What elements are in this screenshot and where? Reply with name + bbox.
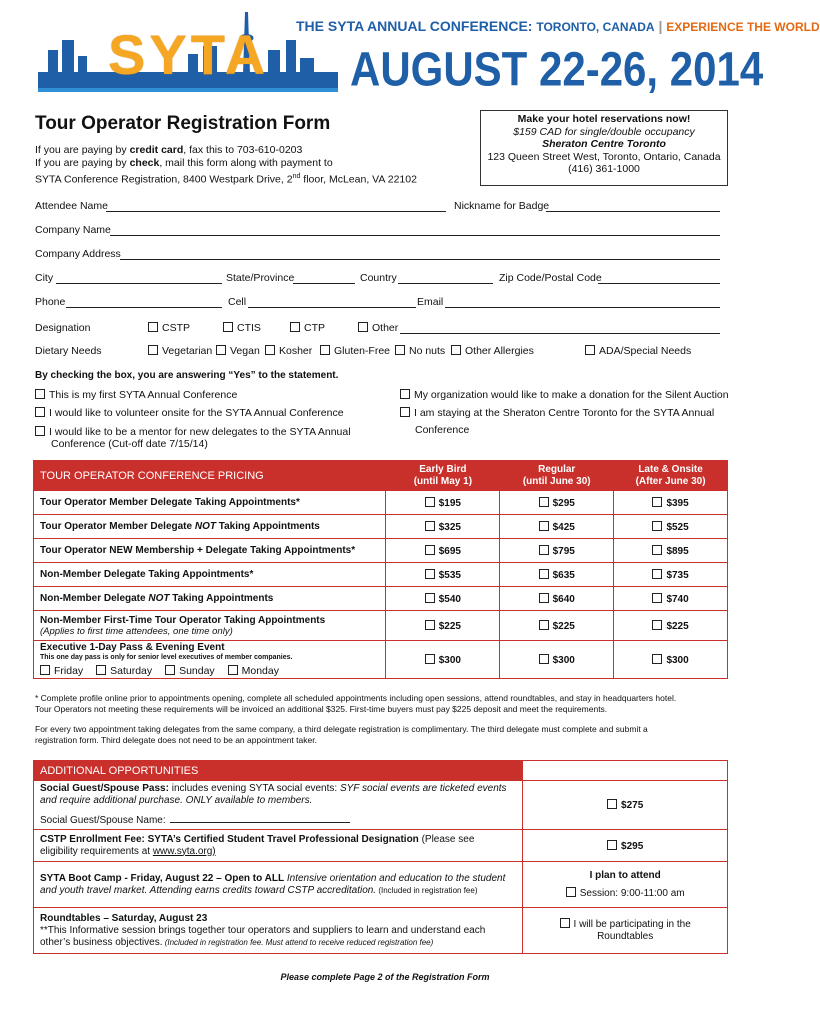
city-label: City xyxy=(35,272,54,284)
phone-field[interactable] xyxy=(66,306,222,308)
sheraton-text-cont: Conference xyxy=(415,424,470,436)
third-delegate-note-2: registration form. Third delegate does not need to be an appointment taker. xyxy=(35,735,317,745)
price-checkbox[interactable]: $695 xyxy=(425,546,461,557)
dietary-vegetarian-checkbox[interactable]: Vegetarian xyxy=(148,345,212,357)
table-row: SYTA Boot Camp - Friday, August 22 – Open to ALL Intensive orientation and education to the student and youth travel market. Attending earns credits toward CSTP accreditation. (Included in registration fee) I plan to attend Session: 9:00-11:00 am xyxy=(34,862,728,908)
check-instructions: If you are paying by check, mail this form along with payment to xyxy=(35,157,333,169)
dietary-other-allergies-checkbox[interactable]: Other Allergies xyxy=(451,345,534,357)
pricing-col-early: Early Bird (until May 1) xyxy=(386,461,500,491)
price-checkbox[interactable]: $795 xyxy=(539,546,575,557)
roundtables-checkbox[interactable]: I will be participating in the xyxy=(560,919,691,930)
day-friday-checkbox[interactable]: Friday xyxy=(40,665,83,677)
hotel-address: 123 Queen Street West, Toronto, Ontario, Canada xyxy=(487,150,721,163)
nickname-field[interactable] xyxy=(546,210,720,212)
cell-field[interactable] xyxy=(248,306,416,308)
price-checkbox[interactable]: $540 xyxy=(425,594,461,605)
day-saturday-checkbox[interactable]: Saturday xyxy=(96,665,152,677)
first-conference-checkbox[interactable]: This is my first SYTA Annual Conference xyxy=(35,389,237,401)
mentor-text-cont: Conference (Cut-off date 7/15/14) xyxy=(51,438,208,450)
requirements-note-1: * Complete profile online prior to appointments opening, complete all scheduled appointments including open sessions, attend roundtables, and stay in headquarters hotel. xyxy=(35,693,677,703)
cell-label: Cell xyxy=(228,296,247,308)
statements-intro: By checking the box, you are answering “Yes” to the statement. xyxy=(35,370,339,381)
price-checkbox[interactable]: $225 xyxy=(425,621,461,632)
price-checkbox[interactable]: $395 xyxy=(652,498,688,509)
designation-ctis-checkbox[interactable]: CTIS xyxy=(223,322,261,334)
state-label: State/Province xyxy=(226,272,295,284)
table-row: Social Guest/Spouse Pass: includes evening SYTA social events: SYF social events are ticketed events and require additional purchase. ONLY available to members. Social Guest/Spouse Name: $275 xyxy=(34,781,728,830)
table-row: Tour Operator NEW Membership + Delegate Taking Appointments* $695 $795 $895 xyxy=(34,539,728,563)
price-checkbox[interactable]: $295 xyxy=(539,498,575,509)
mentor-checkbox[interactable]: I would like to be a mentor for new delegates to the SYTA Annual xyxy=(35,426,351,438)
conference-location: TORONTO, CANADA xyxy=(536,20,655,34)
price-checkbox[interactable]: $300 xyxy=(652,655,688,666)
table-row: Non-Member Delegate Taking Appointments* $535 $635 $735 xyxy=(34,563,728,587)
price-checkbox[interactable]: $195 xyxy=(425,498,461,509)
country-label: Country xyxy=(360,272,397,284)
price-checkbox[interactable]: $535 xyxy=(425,570,461,581)
third-delegate-note-1: For every two appointment taking delegates from the same company, a third delegate registration is complimentary. The third delegate must complete and submit a xyxy=(35,724,648,734)
requirements-note-2: Tour Operators not meeting these requirements will be invoiced an additional $325. First-time buyers must pay $225 deposit and meet the requirements. xyxy=(35,704,608,714)
guest-name-label: Social Guest/Spouse Name: xyxy=(40,815,166,826)
price-checkbox[interactable]: $300 xyxy=(539,655,575,666)
attendee-name-field[interactable] xyxy=(106,210,446,212)
price-checkbox[interactable]: $300 xyxy=(425,655,461,666)
conference-dates: AUGUST 22-26, 2014 xyxy=(350,42,764,97)
form-title: Tour Operator Registration Form xyxy=(35,113,331,134)
table-row: Tour Operator Member Delegate Taking Appointments* $195 $295 $395 xyxy=(34,491,728,515)
company-address-field[interactable] xyxy=(120,258,720,260)
designation-other-field[interactable] xyxy=(400,332,720,334)
additional-opportunities-table xyxy=(33,760,728,954)
price-checkbox[interactable]: $735 xyxy=(652,570,688,581)
footer-note: Please complete Page 2 of the Registration Form xyxy=(280,972,490,982)
boot-camp-session-checkbox[interactable]: Session: 9:00-11:00 am xyxy=(566,888,685,899)
volunteer-checkbox[interactable]: I would like to volunteer onsite for the SYTA Annual Conference xyxy=(35,407,344,419)
company-name-field[interactable] xyxy=(110,234,720,236)
designation-label: Designation xyxy=(35,322,91,334)
company-name-label: Company Name xyxy=(35,224,111,236)
syta-link[interactable]: www.syta.org) xyxy=(152,845,216,857)
day-sunday-checkbox[interactable]: Sunday xyxy=(165,665,215,677)
price-checkbox[interactable]: $635 xyxy=(539,570,575,581)
designation-other-checkbox[interactable]: Other xyxy=(358,322,398,334)
zip-label: Zip Code/Postal Code xyxy=(499,272,602,284)
city-field[interactable] xyxy=(56,282,222,284)
conference-name: THE SYTA ANNUAL CONFERENCE: xyxy=(296,18,533,34)
hotel-name: Sheraton Centre Toronto xyxy=(542,138,666,150)
cstp-fee-checkbox[interactable]: $295 xyxy=(607,841,643,852)
dietary-label: Dietary Needs xyxy=(35,345,102,357)
day-monday-checkbox[interactable]: Monday xyxy=(228,665,279,677)
table-row: Roundtables – Saturday, August 23 **This Informative session brings together tour operators and suppliers to learn and understand each other’s business objectives. (Included in registration fee. Must attend to receive reduced registration fee) I will be participating in the Roundtables xyxy=(34,908,728,954)
price-checkbox[interactable]: $525 xyxy=(652,522,688,533)
sheraton-stay-checkbox[interactable]: I am staying at the Sheraton Centre Toronto for the SYTA Annual xyxy=(400,407,714,419)
price-checkbox[interactable]: $225 xyxy=(652,621,688,632)
conference-tagline: EXPERIENCE THE WORLD xyxy=(666,20,820,34)
dietary-gluten-free-checkbox[interactable]: Gluten-Free xyxy=(320,345,390,357)
attendee-name-label: Attendee Name xyxy=(35,200,108,212)
mailing-address: SYTA Conference Registration, 8400 Westpark Drive, 2nd floor, McLean, VA 22102 xyxy=(35,173,417,186)
price-checkbox[interactable]: $425 xyxy=(539,522,575,533)
table-row: Tour Operator Member Delegate NOT Taking Appointments $325 $425 $525 xyxy=(34,515,728,539)
table-row: Non-Member Delegate NOT Taking Appointments $540 $640 $740 xyxy=(34,587,728,611)
dietary-kosher-checkbox[interactable]: Kosher xyxy=(265,345,312,357)
price-checkbox[interactable]: $740 xyxy=(652,594,688,605)
nickname-label: Nickname for Badge xyxy=(454,200,550,212)
designation-cstp-checkbox[interactable]: CSTP xyxy=(148,322,190,334)
conference-banner: SYTA THE SYTA ANNUAL CONFERENCE: TORONTO, CANADA | EXPERIENCE THE WORLD AUGUST 22-26, 2014 xyxy=(38,10,738,105)
dietary-vegan-checkbox[interactable]: Vegan xyxy=(216,345,260,357)
price-checkbox[interactable]: $325 xyxy=(425,522,461,533)
hotel-rate: $159 CAD for single/double occupancy xyxy=(513,125,695,138)
zip-field[interactable] xyxy=(598,282,720,284)
price-checkbox[interactable]: $895 xyxy=(652,546,688,557)
pricing-col-late: Late & Onsite (After June 30) xyxy=(614,461,728,491)
pricing-table xyxy=(33,460,728,679)
hotel-phone: (416) 361-1000 xyxy=(568,163,640,175)
hotel-info-box xyxy=(480,110,728,186)
pricing-heading: TOUR OPERATOR CONFERENCE PRICING xyxy=(34,461,386,491)
state-field[interactable] xyxy=(293,282,355,284)
company-address-label: Company Address xyxy=(35,248,121,260)
table-row: Executive 1-Day Pass & Evening Event This one day pass is only for senior level executives of member companies. Friday Saturday Sunday Monday $300 $300 $300 xyxy=(34,641,728,679)
credit-card-instructions: If you are paying by credit card, fax this to 703-610-0203 xyxy=(35,144,303,156)
price-checkbox[interactable]: $640 xyxy=(539,594,575,605)
boot-camp-right-title: I plan to attend xyxy=(589,869,661,881)
pricing-col-regular: Regular (until June 30) xyxy=(500,461,614,491)
roundtables-text-cont: Roundtables xyxy=(597,931,654,942)
guest-name-field[interactable] xyxy=(170,813,350,823)
table-row: Non-Member First-Time Tour Operator Taking Appointments (Applies to first time attendees, one time only) $225 $225 $225 xyxy=(34,611,728,641)
email-field[interactable] xyxy=(445,306,720,308)
price-checkbox[interactable]: $225 xyxy=(539,621,575,632)
phone-label: Phone xyxy=(35,296,66,308)
hotel-heading: Make your hotel reservations now! xyxy=(517,113,691,125)
dietary-no-nuts-checkbox[interactable]: No nuts xyxy=(395,345,445,357)
country-field[interactable] xyxy=(398,282,493,284)
ada-special-needs-checkbox[interactable]: ADA/Special Needs xyxy=(585,345,691,357)
silent-auction-checkbox[interactable]: My organization would like to make a donation for the Silent Auction xyxy=(400,389,729,401)
syta-logo-text: SYTA xyxy=(108,23,270,86)
additional-heading: ADDITIONAL OPPORTUNITIES xyxy=(34,761,523,781)
designation-ctp-checkbox[interactable]: CTP xyxy=(290,322,325,334)
email-label: Email xyxy=(417,296,444,308)
table-row: CSTP Enrollment Fee: SYTA’s Certified Student Travel Professional Designation (Please see eligibility requirements at www.syta.org) $295 xyxy=(34,830,728,862)
guest-pass-checkbox[interactable]: $275 xyxy=(607,800,643,811)
